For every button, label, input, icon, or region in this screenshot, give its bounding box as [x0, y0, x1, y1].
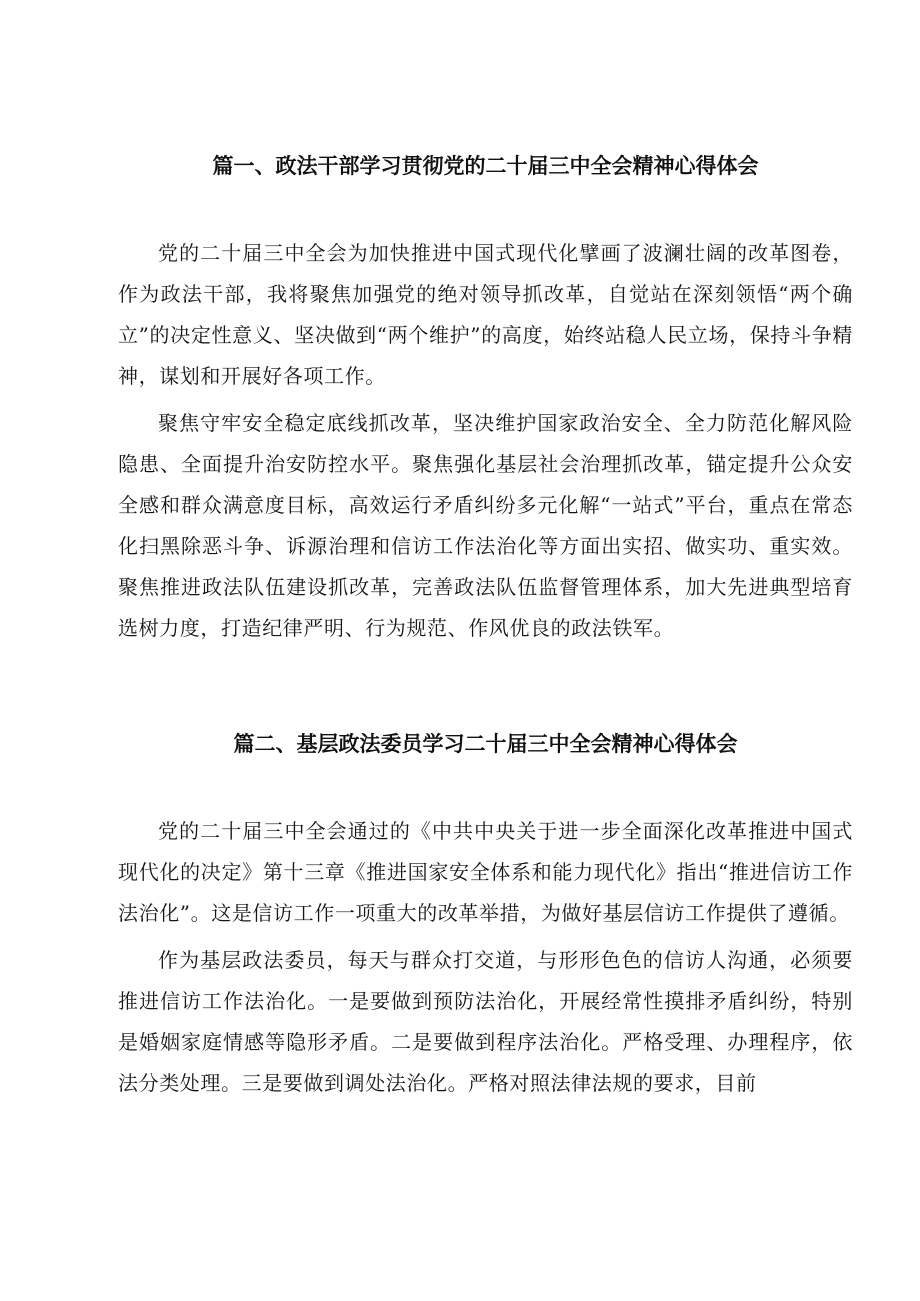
article-section-2	[118, 729, 853, 1104]
section-2-paragraph-2: 作为基层政法委员，每天与群众打交道，与形形色色的信访人沟通，必须要推进信访工作法治化。一是要做到预防法治化，开展经常性摸排矛盾纠纷，特别是婚姻家庭情感等隐形矛盾。二是要做到程序法治化。严格受理、办理程序，依法分类处理。三是要做到调处法治化。严格对照法律法规的要求，目前	[118, 948, 853, 1095]
section-1-title: 篇一、政法干部学习贯彻党的二十届三中全会精神心得体会	[212, 154, 759, 178]
section-2-paragraph-1: 党的二十届三中全会通过的《中共中央关于进一步全面深化改革推进中国式现代化的决定》第十三章《推进国家安全体系和能力现代化》指出“推进信访工作法治化”。这是信访工作一项重大的改革举措，为做好基层信访工作提供了遵循。	[118, 819, 853, 925]
section-1-paragraph-1: 党的二十届三中全会为加快推进中国式现代化擘画了波澜壮阔的改革图卷，作为政法干部，我将聚焦加强党的绝对领导抓改革，自觉站在深刻领悟“两个确立”的决定性意义、坚决做到“两个维护”的高度，始终站稳人民立场，保持斗争精神，谋划和开展好各项工作。	[118, 241, 853, 388]
section-1-paragraph-2: 聚焦守牢安全稳定底线抓改革，坚决维护国家政治安全、全力防范化解风险隐患、全面提升治安防控水平。聚焦强化基层社会治理抓改革，锚定提升公众安全感和群众满意度目标，高效运行矛盾纠纷多元化解“一站式”平台，重点在常态化扫黑除恶斗争、诉源治理和信访工作法治化等方面出实招、做实功、重实效。聚焦推进政法队伍建设抓改革，完善政法队伍监督管理体系，加大先进典型培育选树力度，打造纪律严明、行为规范、作风优良的政法铁军。	[118, 411, 853, 640]
section-2-title: 篇二、基层政法委员学习二十届三中全会精神心得体会	[233, 732, 738, 756]
article-section-1	[118, 151, 853, 649]
